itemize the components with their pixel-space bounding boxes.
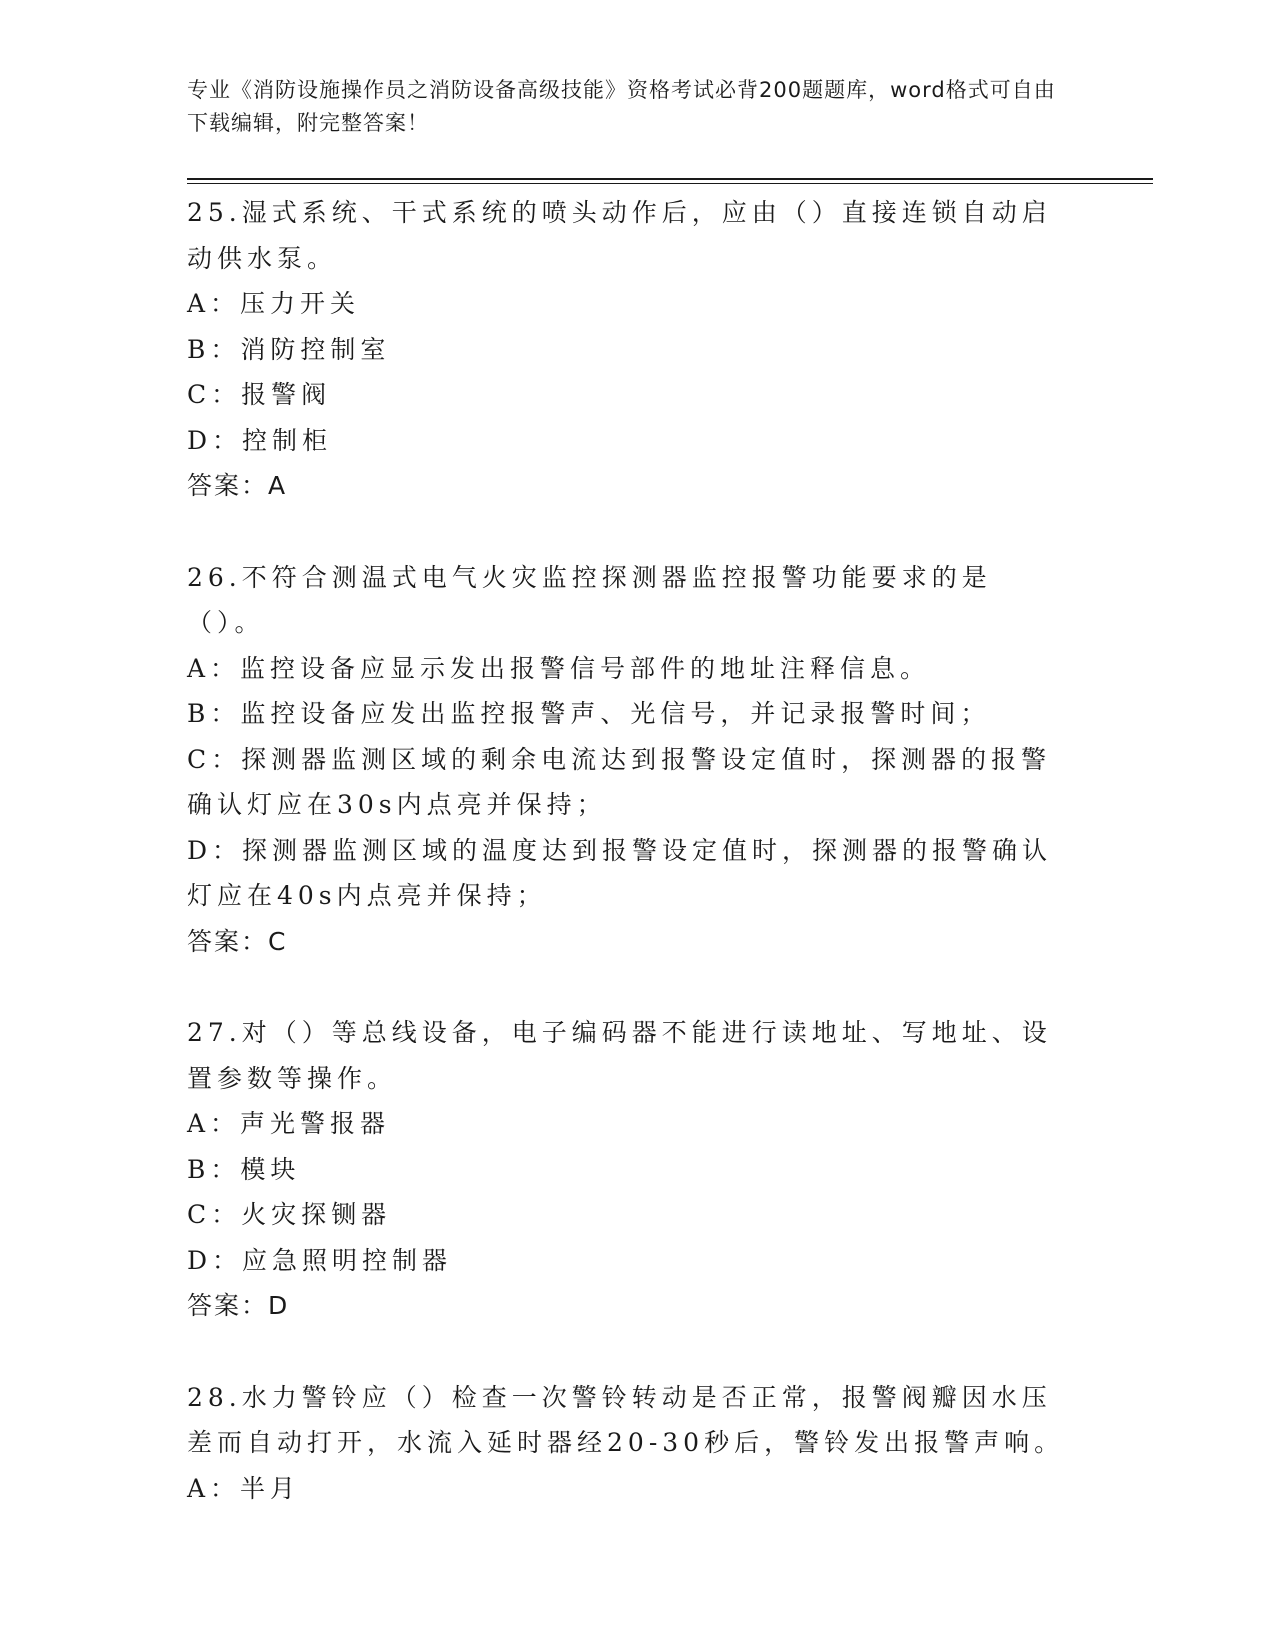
question-25 xyxy=(187,190,1067,509)
question-text: 25.湿式系统、干式系统的喷头动作后，应由（）直接连锁自动启动供水泵。 xyxy=(187,198,1052,273)
option-d: D：应急照明控制器 xyxy=(187,1245,453,1275)
answer-line: 答案：D xyxy=(187,1291,290,1320)
question-list xyxy=(187,190,1067,1557)
header-divider-thin xyxy=(187,183,1153,184)
option-d: D：探测器监测区域的温度达到报警设定值时，探测器的报警确认灯应在40s内点亮并保持； xyxy=(187,835,1053,910)
question-26 xyxy=(187,555,1067,965)
option-c: C：探测器监测区域的剩余电流达到报警设定值时，探测器的报警确认灯应在30s内点亮并保持； xyxy=(187,744,1052,819)
option-a: A：半月 xyxy=(187,1473,301,1503)
document-header: 专业《消防设施操作员之消防设备高级技能》资格考试必背200题题库，word格式可自由下载编辑，附完整答案！ xyxy=(187,78,1056,135)
question-text: 26.不符合测温式电气火灾监控探测器监控报警功能要求的是（）。 xyxy=(187,562,992,637)
question-27 xyxy=(187,1010,1067,1329)
option-b: B：模块 xyxy=(187,1154,301,1184)
question-text: 28.水力警铃应（）检查一次警铃转动是否正常，报警阀瓣因水压差而自动打开，水流入延时器经20-30秒后，警铃发出报警声响。 xyxy=(187,1382,1065,1457)
answer-line: 答案：C xyxy=(187,926,288,956)
option-d: D：控制柜 xyxy=(187,425,333,455)
option-a: A：声光警报器 xyxy=(187,1109,391,1138)
option-c: C：报警阀 xyxy=(187,380,332,409)
option-a: A：监控设备应显示发出报警信号部件的地址注释信息。 xyxy=(187,653,931,683)
option-b: B：监控设备应发出监控报警声、光信号，并记录报警时间； xyxy=(187,699,991,728)
option-b: B：消防控制室 xyxy=(187,334,391,364)
option-c: C：火灾探铡器 xyxy=(187,1200,392,1229)
answer-line: 答案：A xyxy=(187,471,288,500)
question-28 xyxy=(187,1375,1067,1512)
question-text: 27.对（）等总线设备，电子编码器不能进行读地址、写地址、设置参数等操作。 xyxy=(187,1018,1052,1093)
option-a: A：压力开关 xyxy=(187,289,361,318)
header-divider-thick xyxy=(187,178,1153,180)
